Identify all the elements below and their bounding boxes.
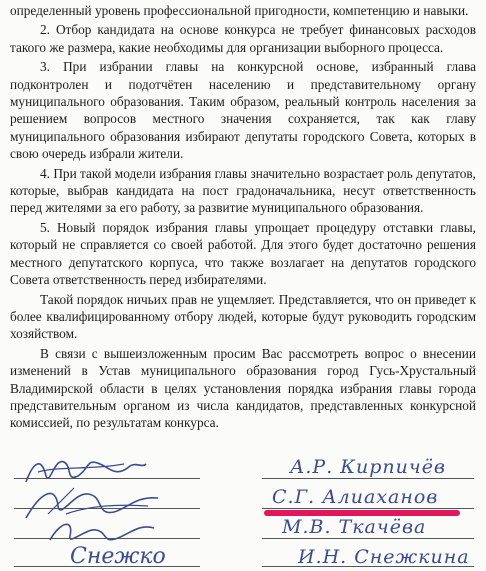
signature-line [262,508,474,509]
paragraph-conclusion: Такой порядок ничьих прав не ущемляет. Представляется, что он приведет к более квалифицированному отбору людей, которые будут руководить городским хозяйством. [10,291,476,342]
paragraph-3: 3. При избрании главы на конкурсной основе, избранный глава подконтролен и подотчётен населению и представительному органу муниципального образования. Таким образом, реальный контроль населения за решением вопросов местного значения сохраняется, так как главу муниципального образования избирают депутаты городского Совета, которых в свою очередь избрали жители. [10,59,476,162]
paragraph-5: 5. Новый порядок избрания главы упрощает процедуру отставки главы, который не справляется со своей работой. Для этого будет достаточно решения местного депутатского корпуса, что также возлагает на депутатов городского Совета ответственность перед избирателями. [10,219,476,288]
signature-snezhkina: И.Н. Снежкина [298,546,470,568]
signature-aliakhanov: С.Г. Алиаханов [272,486,439,508]
paragraph-4: 4. При такой модели избрания главы значительно возрастает роль депутатов, которые, выбрав кандидата на пост градоначальника, несут ответственность перед жителями за его работу, за развитие муниципального образования. [10,165,476,216]
signature-line [262,478,474,479]
signature-line [262,538,474,539]
paragraph-intro: определенный уровень профессиональной пригодности, компетенцию и навыки. [10,3,469,18]
handwritten-signature [20,452,150,488]
paragraph-request: В связи с вышеизложенным просим Вас рассмотреть вопрос о внесении изменений в Устав муниципального образования город Гусь-Хрустальный Владимирской области в целях установления порядка избрания главы города представительным органом из числа кандидатов, представленных конкурсной комиссией, по результатам конкурса. [10,345,476,431]
document-body [10,0,476,434]
signature-kirpichev: А.Р. Кирпичёв [290,456,446,478]
signature-tkacheva: М.В. Ткачёва [282,516,427,538]
signature-snezhko: Снежко [70,544,166,569]
signature-block [0,452,486,571]
handwritten-signature [40,514,160,548]
paragraph-2: 2. Отбор кандидата на основе конкурса не требует финансовых расходов такого же размера, какие необходимы для организации выборного процесса. [10,22,476,55]
